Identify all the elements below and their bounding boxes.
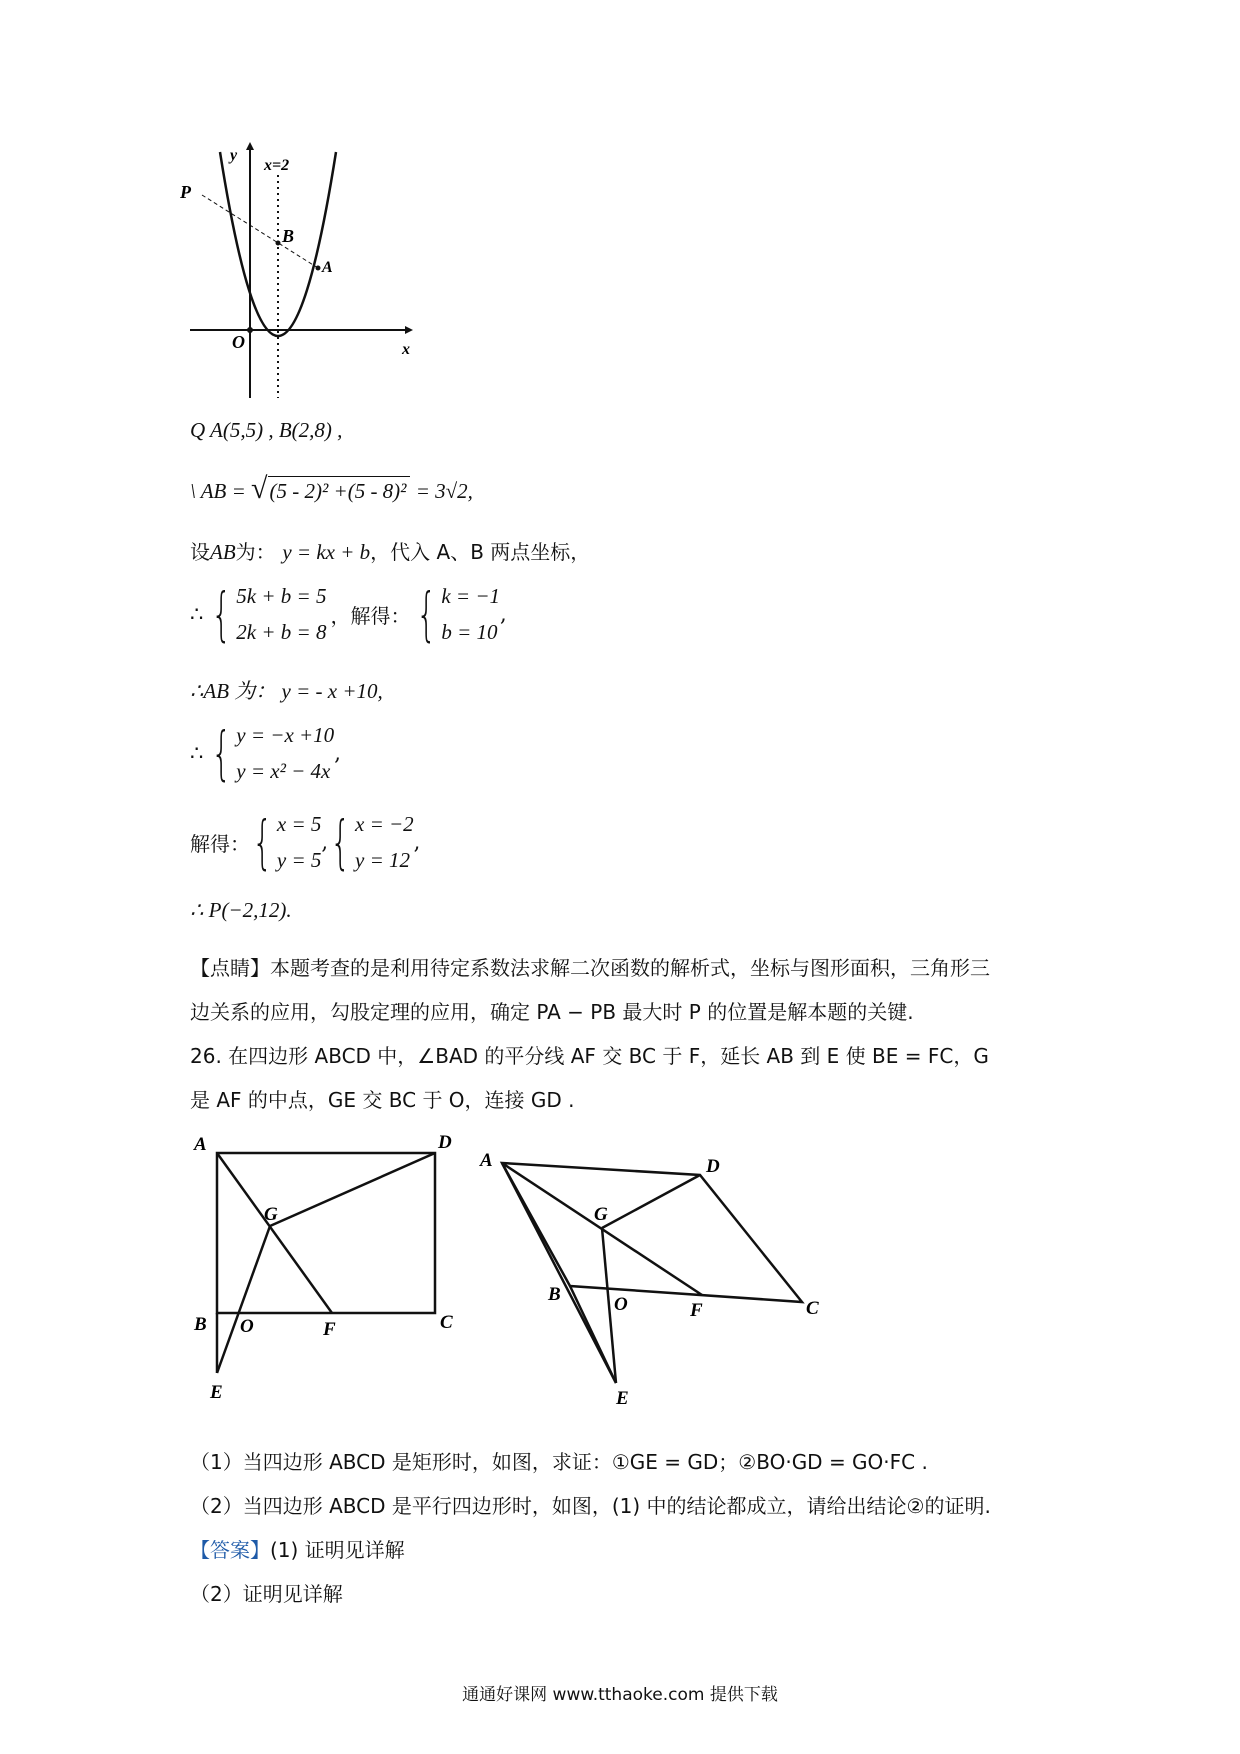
set-equation: y = kx + b bbox=[282, 540, 371, 564]
answer-line-2: （2）证明见详解 bbox=[190, 1582, 343, 1606]
solve-label-2: 解得： bbox=[190, 831, 250, 856]
fig3-O: O bbox=[614, 1294, 628, 1315]
line-system-1: ∴ { 5k + b = 5 2k + b = 8 ，解得： { k = −1 b = 10 , bbox=[190, 580, 507, 648]
solution1-y: y = 5 bbox=[276, 848, 322, 872]
set-suffix: ，代入 A、B 两点坐标， bbox=[370, 540, 591, 564]
fig1-A-label: A bbox=[322, 259, 333, 276]
fig2-D: D bbox=[438, 1132, 452, 1153]
system2-eq2: y = x² − 4x bbox=[236, 759, 331, 783]
ab-length-prefix: \ AB = bbox=[190, 479, 246, 503]
parabola-figure bbox=[180, 140, 420, 405]
fig2-C: C bbox=[440, 1312, 453, 1333]
fig1-P-label: P bbox=[180, 182, 191, 202]
question-26-line-2: 是 AF 的中点，GE 交 BC 于 O，连接 GD . bbox=[190, 1088, 575, 1112]
dianjing-line-1: 【点睛】本题考查的是利用待定系数法求解二次函数的解析式，坐标与图形面积，三角形三 bbox=[190, 956, 990, 980]
question-26-line-1: 26. 在四边形 ABCD 中，∠BAD 的平分线 AF 交 BC 于 F，延长 AB 到 E 使 BE = FC，G bbox=[190, 1044, 989, 1068]
fig1-O-label: O bbox=[232, 332, 245, 352]
system1-sol1: k = −1 bbox=[441, 584, 501, 608]
fig3-C: C bbox=[806, 1298, 819, 1319]
system1-eq1: 5k + b = 5 bbox=[236, 584, 327, 608]
therefore-symbol: ∴ bbox=[190, 741, 204, 765]
fig2-E: E bbox=[210, 1382, 223, 1403]
fig1-y-label: y bbox=[230, 147, 238, 164]
brace-icon: { bbox=[211, 580, 232, 648]
system1-eq2: 2k + b = 8 bbox=[236, 620, 327, 644]
fig2-A: A bbox=[194, 1134, 207, 1155]
answer-label: 【答案】 bbox=[190, 1538, 270, 1562]
line-system-2: ∴ { y = −x +10 y = x² − 4x , bbox=[190, 719, 341, 787]
parallelogram-figure bbox=[470, 1128, 830, 1408]
fig1-x-label: x bbox=[402, 341, 410, 358]
solution2-y: y = 12 bbox=[355, 848, 410, 872]
solve-label: ，解得： bbox=[330, 603, 411, 628]
page-footer: 通通好课网 www.tthaoke.com 提供下载 bbox=[462, 1685, 778, 1705]
sub-question-1: （1）当四边形 ABCD 是矩形时，如图，求证：①GE = GD；②BO·GD = GO·FC . bbox=[190, 1450, 928, 1474]
line-system-3: 解得： { x = 5 y = 5 , { x = −2 y = 12 , bbox=[190, 808, 421, 876]
fig3-G: G bbox=[594, 1204, 608, 1225]
fig2-G: G bbox=[264, 1204, 278, 1225]
line-point-p: ∴ P(−2,12). bbox=[190, 898, 292, 922]
sqrt-sign: √ bbox=[251, 472, 268, 505]
line-set-ab bbox=[190, 536, 590, 565]
line-ab-equation: ∴AB 为： y = - x +10, bbox=[190, 679, 383, 703]
brace-icon: { bbox=[252, 808, 273, 876]
therefore-symbol: ∴ bbox=[190, 602, 204, 626]
sub-question-2: （2）当四边形 ABCD 是平行四边形时，如图，(1) 中的结论都成立，请给出结论②的证明. bbox=[190, 1494, 991, 1518]
set-prefix: 设 bbox=[190, 540, 210, 564]
fig3-F: F bbox=[690, 1300, 703, 1321]
fig2-B: B bbox=[194, 1314, 207, 1335]
line-ab-length bbox=[190, 472, 473, 506]
brace-icon: { bbox=[330, 808, 351, 876]
rectangle-figure bbox=[190, 1128, 470, 1408]
brace-icon: { bbox=[211, 719, 232, 787]
system1-sol2: b = 10 bbox=[441, 620, 498, 644]
solution2-x: x = −2 bbox=[355, 812, 414, 836]
set-ab: AB bbox=[210, 540, 236, 564]
fig1-axis-label: x=2 bbox=[264, 157, 290, 174]
answer-1: (1) 证明见详解 bbox=[270, 1538, 405, 1562]
fig3-E: E bbox=[616, 1388, 629, 1408]
set-mid: 为： bbox=[235, 540, 276, 564]
fig1-B-label: B bbox=[282, 226, 295, 246]
fig3-A: A bbox=[480, 1150, 493, 1171]
solution1-x: x = 5 bbox=[276, 812, 322, 836]
fig3-D: D bbox=[706, 1156, 720, 1177]
fig2-F: F bbox=[323, 1319, 336, 1340]
fig3-B: B bbox=[548, 1284, 561, 1305]
fig2-O: O bbox=[240, 1316, 254, 1337]
answer-line-1 bbox=[190, 1534, 405, 1563]
dianjing-line-2: 边关系的应用，勾股定理的应用，确定 PA − PB 最大时 P 的位置是解本题的关键. bbox=[190, 1000, 914, 1024]
system2-eq1: y = −x +10 bbox=[236, 723, 335, 747]
line-given-points: Q A(5,5) , B(2,8) , bbox=[190, 418, 343, 442]
radicand: (5 - 2)² +(5 - 8)² bbox=[268, 476, 411, 503]
ab-length-result: = 3√2, bbox=[415, 479, 473, 503]
brace-icon: { bbox=[416, 580, 438, 648]
